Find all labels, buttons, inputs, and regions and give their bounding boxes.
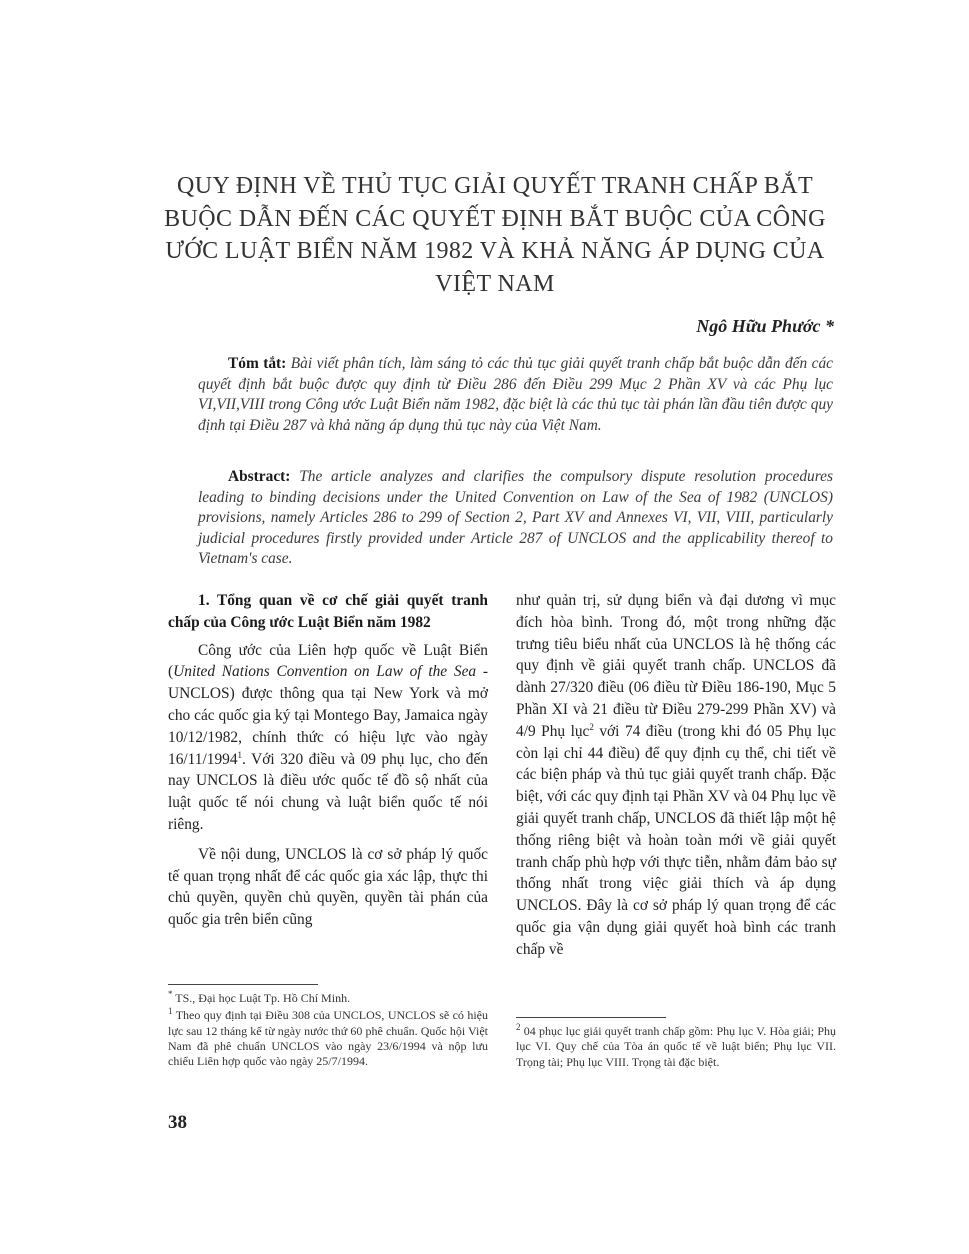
footnote: $^2$ 04 phục lục giải quyết tranh chấp gồm: Phụ lục V. Hòa giải; Phụ lục VI. Quy chế của Tòa án quốc tế về luật biển; Phụ lục VII. Trọng tài; Phụ lục VIII. Trọng tài đặc biệt.: [516, 1022, 836, 1069]
page-number: 38: [168, 1112, 187, 1133]
paragraph: như quản trị, sử dụng biển và đại dương vì mục đích hòa bình. Trong đó, một trong những đặc trưng tiêu biểu nhất của UNCLOS là hệ thống các quy định về giải quyết tranh chấp. UNCLOS đã dành 27/320 điều (06 điều từ Điều 186-190, Mục 5 Phần XI và 21 điều từ Điều 279-299 Phần XV) và 4/9 Phụ lục$^2$ với 74 điều (trong khi đó 05 Phụ lục còn lại chỉ 44 điều) để quy định cụ thể, chi tiết về các biện pháp và thủ tục giải quyết tranh chấp. Đặc biệt, với các quy định tại Phần XV và 04 Phụ lục về giải quyết tranh chấp, UNCLOS đã thiết lập một hệ thống riêng biệt và hoàn toàn mới về giải quyết tranh chấp phù hợp với thực tiễn, nhằm đảm bảo sự thống nhất trong việc giải thích và áp dụng UNCLOS. Đây là cơ sở pháp lý quan trọng để các quốc gia vận dụng giải quyết hoà bình các tranh chấp về: [516, 592, 836, 958]
article-title: [150, 170, 840, 300]
footnote: * TS., Đại học Luật Tp. Hồ Chí Minh.: [168, 989, 351, 1005]
paragraph: Về nội dung, UNCLOS là cơ sở pháp lý quốc tế quan trọng nhất để các quốc gia xác lập, thực thi chủ quyền, quyền chủ quyền, quyền tài phán của quốc gia trên biển cũng: [168, 845, 488, 929]
italic-term: United Nations Convention on Law of the Sea: [173, 663, 477, 681]
abstract-text: The article analyzes and clarifies the compulsory dispute resolution procedures leading to binding decisions under the United Convention on Law of the Sea of 1982 (UNCLOS) provisions, namely Articles 286 to 299 of Section 2, Part XV and Annexes VI, VII, VIII, particularly judicial procedures firstly provided under Article 287 of UNCLOS and the applicability thereof to Vietnam's case.: [198, 468, 833, 568]
footnote-ref: 1: [237, 749, 243, 760]
body-column-right: [516, 590, 836, 969]
footnote-ref: 2: [589, 721, 594, 732]
title-line: ƯỚC LUẬT BIỂN NĂM 1982 VÀ KHẢ NĂNG ÁP DỤNG CỦA: [165, 238, 825, 264]
title-line: VIỆT NAM: [435, 270, 555, 297]
section-heading: 1. Tổng quan về cơ chế giải quyết tranh chấp của Công ước Luật Biển năm 1982: [168, 592, 488, 631]
footnotes-right: [516, 1024, 836, 1072]
author-name: Ngô Hữu Phước *: [696, 316, 834, 336]
title-line: BUỘC DẪN ĐẾN CÁC QUYẾT ĐỊNH BẮT BUỘC CỦA CÔNG: [164, 205, 826, 232]
abstract-text: Bài viết phân tích, làm sáng tỏ các thủ tục giải quyết tranh chấp bắt buộc dẫn đến các quyết định bắt buộc được quy định từ Điều 286 đến Điều 299 Mục 2 Phần XV và các Phụ lục VI,VII,VIII trong Công ước Luật Biển năm 1982, đặc biệt là các thủ tục tài phán lần đầu tiên được quy định tại Điều 287 và khả năng áp dụng thủ tục này của Việt Nam.: [198, 355, 833, 434]
title-line: QUY ĐỊNH VỀ THỦ TỤC GIẢI QUYẾT TRANH CHẤP BẮT: [177, 173, 813, 199]
abstract-label: Tóm tắt:: [228, 355, 287, 372]
vietnamese-abstract: [198, 354, 833, 436]
footnote-divider: [168, 984, 318, 985]
english-abstract: [198, 467, 833, 570]
body-column-left: [168, 590, 488, 939]
paragraph: Công ước của Liên hợp quốc về Luật Biển (United Nations Convention on Law of the Sea - UNCLOS) được thông qua tại New York và mở cho các quốc gia ký tại Montego Bay, Jamaica ngày 10/12/1982, chính thức có hiệu lực vào ngày 16/11/1994$^1$. Với 320 điều và 09 phụ lục, cho đến nay UNCLOS là điều ước quốc tế đồ sộ nhất của luật quốc tế nói chung và luật biển quốc tế nói riêng.: [168, 641, 488, 833]
abstract-label: Abstract:: [228, 468, 291, 485]
footnote: $^1$ Theo quy định tại Điều 308 của UNCLOS, UNCLOS sẽ có hiệu lực sau 12 tháng kể từ ngày nước thứ 60 phê chuẩn. Quốc hội Việt Nam đã phê chuẩn UNCLOS vào ngày 23/6/1994 và nộp lưu chiểu Liên hợp quốc vào ngày 25/7/1994.: [168, 1006, 488, 1069]
footnotes-left: [168, 991, 488, 1071]
footnote-divider: [516, 1017, 666, 1018]
